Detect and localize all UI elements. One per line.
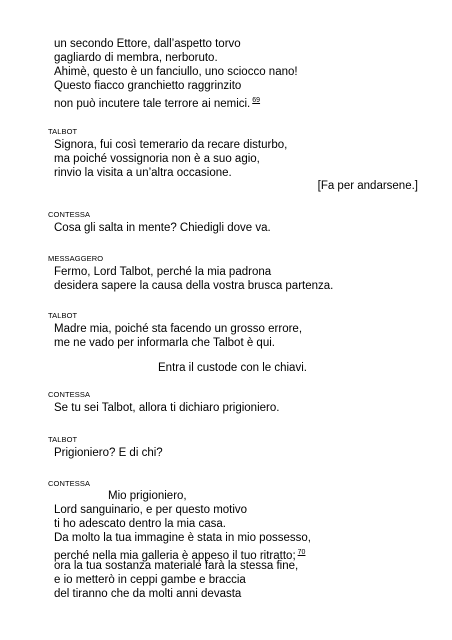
verse-line: Questo fiacco granchietto raggrinzito [54,80,242,92]
speaker-name: MESSAGGERO [48,254,104,263]
verse-text: non può incutere tale terrore ai nemici. [54,98,251,110]
speaker-name: CONTESSA [48,210,91,219]
footnote-reference-link[interactable]: 69 [252,97,261,104]
verse-line: Se tu sei Talbot, allora ti dichiaro prigioniero. [54,402,280,414]
verse-line: gagliardo di membra, nerboruto. [54,52,218,64]
footnote-reference-link[interactable]: 70 [297,549,306,556]
verse-line: Lord sanguinario, e per questo motivo [54,504,248,516]
verse-line: Fermo, Lord Talbot, perché la mia padrona [54,266,272,278]
verse-line: un secondo Ettore, dall’aspetto torvo [54,38,241,50]
verse-line: del tiranno che da molti anni devasta [54,588,242,600]
verse-text: perché nella mia galleria è appeso il tuo ritratto; [54,550,296,562]
verse-line: ora la tua sostanza materiale farà la stessa fine, [54,560,299,572]
speaker-name: TALBOT [48,127,78,136]
speaker-name: CONTESSA [48,390,91,399]
verse-line: ti ho adescato dentro la mia casa. [54,518,226,530]
verse-line: Prigioniero? E di chi? [54,447,163,459]
stage-direction: Entra il custode con le chiavi. [158,362,307,374]
stage-direction: [Fa per andarsene.] [317,180,418,192]
verse-line: rinvio la visita a un’altra occasione. [54,167,232,179]
verse-line [54,94,260,111]
verse-line: Madre mia, poiché sta facendo un grosso errore, [54,323,303,335]
speaker-name: CONTESSA [48,479,91,488]
verse-line: e io metterò in ceppi gambe e braccia [54,574,246,586]
speaker-name: TALBOT [48,311,78,320]
verse-line: Signora, fui così temerario da recare disturbo, [54,139,288,151]
verse-line: Da molto la tua immagine è stata in mio possesso, [54,532,311,544]
verse-line: Cosa gli salta in mente? Chiedigli dove va. [54,222,271,234]
verse-line: me ne vado per informarla che Talbot è qui. [54,337,275,349]
verse-line: Ahimè, questo è un fanciullo, uno sciocco nano! [54,66,298,78]
verse-line: Mio prigioniero, [108,490,187,502]
verse-line: desidera sapere la causa della vostra brusca partenza. [54,280,334,292]
speaker-name: TALBOT [48,435,78,444]
verse-line: ma poiché vossignoria non è a suo agio, [54,153,260,165]
